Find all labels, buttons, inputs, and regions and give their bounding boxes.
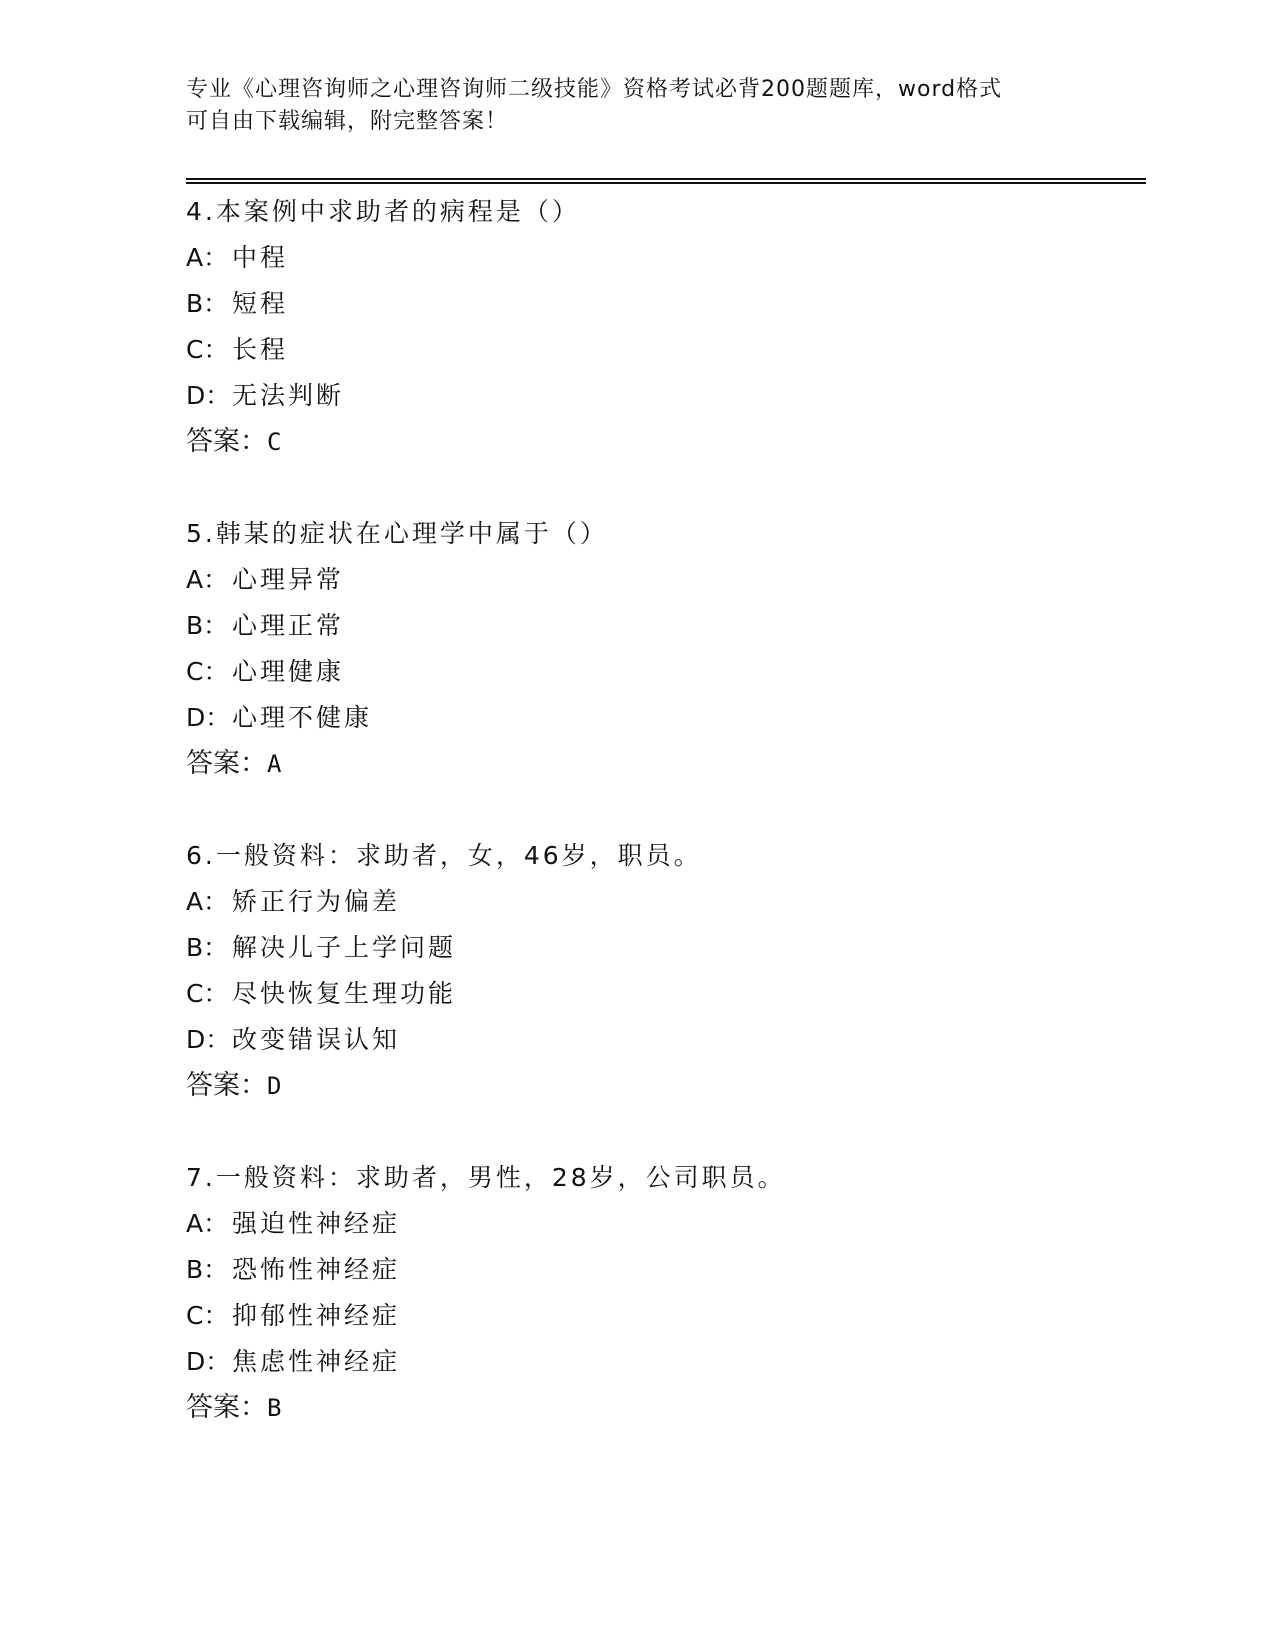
option-a <box>186 1201 1146 1247</box>
option-a <box>186 557 1146 603</box>
option-text: 心理正常 <box>232 611 345 640</box>
question-list <box>186 189 1146 1431</box>
question-4 <box>186 189 1146 465</box>
option-text: 矫正行为偏差 <box>232 887 401 916</box>
option-text: 长程 <box>232 335 289 364</box>
option-text: 抑郁性神经症 <box>232 1301 401 1330</box>
option-letter: D： <box>186 381 231 410</box>
option-letter: C： <box>186 979 229 1008</box>
answer-label: 答案： <box>186 1070 267 1101</box>
option-d <box>186 1017 1146 1063</box>
option-d <box>186 1339 1146 1385</box>
option-letter: C： <box>186 335 229 364</box>
answer-label: 答案： <box>186 748 267 779</box>
option-letter: A： <box>186 243 229 272</box>
option-letter: A： <box>186 887 229 916</box>
option-text: 心理异常 <box>232 565 345 594</box>
header-line-2: 可自由下载编辑，附完整答案！ <box>186 109 509 134</box>
option-d <box>186 373 1146 419</box>
option-d <box>186 695 1146 741</box>
option-letter: D： <box>186 1347 231 1376</box>
question-stem: 6.一般资料：求助者，女，46岁，职员。 <box>186 841 702 870</box>
answer-value: D <box>267 1072 282 1100</box>
answer-label: 答案： <box>186 1392 267 1423</box>
question-stem: 7.一般资料：求助者，男性，28岁，公司职员。 <box>186 1163 786 1192</box>
option-letter: A： <box>186 565 229 594</box>
answer-line <box>186 1385 1146 1431</box>
option-letter: D： <box>186 703 231 732</box>
question-7 <box>186 1155 1146 1431</box>
option-letter: A： <box>186 1209 229 1238</box>
answer-value: C <box>267 428 282 456</box>
option-letter: C： <box>186 1301 229 1330</box>
question-6 <box>186 833 1146 1109</box>
header-divider-bottom <box>186 182 1146 184</box>
header-line-1: 专业《心理咨询师之心理咨询师二级技能》资格考试必背200题题库，word格式 <box>186 77 1003 102</box>
option-text: 心理健康 <box>232 657 345 686</box>
option-text: 恐怖性神经症 <box>232 1255 401 1284</box>
option-a <box>186 879 1146 925</box>
question-stem: 5.韩某的症状在心理学中属于（） <box>186 519 608 548</box>
option-a <box>186 235 1146 281</box>
option-text: 无法判断 <box>232 381 345 410</box>
answer-value: A <box>267 750 282 778</box>
header-divider-top <box>186 178 1146 180</box>
option-b <box>186 1247 1146 1293</box>
option-letter: B： <box>186 289 229 318</box>
question-5 <box>186 511 1146 787</box>
option-letter: C： <box>186 657 229 686</box>
option-letter: B： <box>186 1255 229 1284</box>
answer-line <box>186 741 1146 787</box>
option-text: 焦虑性神经症 <box>232 1347 401 1376</box>
option-text: 解决儿子上学问题 <box>232 933 457 962</box>
document-header <box>186 74 1066 138</box>
option-text: 强迫性神经症 <box>232 1209 401 1238</box>
option-b <box>186 281 1146 327</box>
option-c <box>186 327 1146 373</box>
option-b <box>186 603 1146 649</box>
option-text: 改变错误认知 <box>232 1025 401 1054</box>
answer-line <box>186 1063 1146 1109</box>
option-letter: B： <box>186 611 229 640</box>
question-stem: 4.本案例中求助者的病程是（） <box>186 197 580 226</box>
option-b <box>186 925 1146 971</box>
option-c <box>186 649 1146 695</box>
option-c <box>186 1293 1146 1339</box>
option-letter: B： <box>186 933 229 962</box>
option-text: 尽快恢复生理功能 <box>232 979 457 1008</box>
option-letter: D： <box>186 1025 231 1054</box>
answer-line <box>186 419 1146 465</box>
option-text: 中程 <box>232 243 289 272</box>
option-c <box>186 971 1146 1017</box>
answer-label: 答案： <box>186 426 267 457</box>
option-text: 短程 <box>232 289 289 318</box>
option-text: 心理不健康 <box>232 703 373 732</box>
answer-value: B <box>267 1394 282 1422</box>
